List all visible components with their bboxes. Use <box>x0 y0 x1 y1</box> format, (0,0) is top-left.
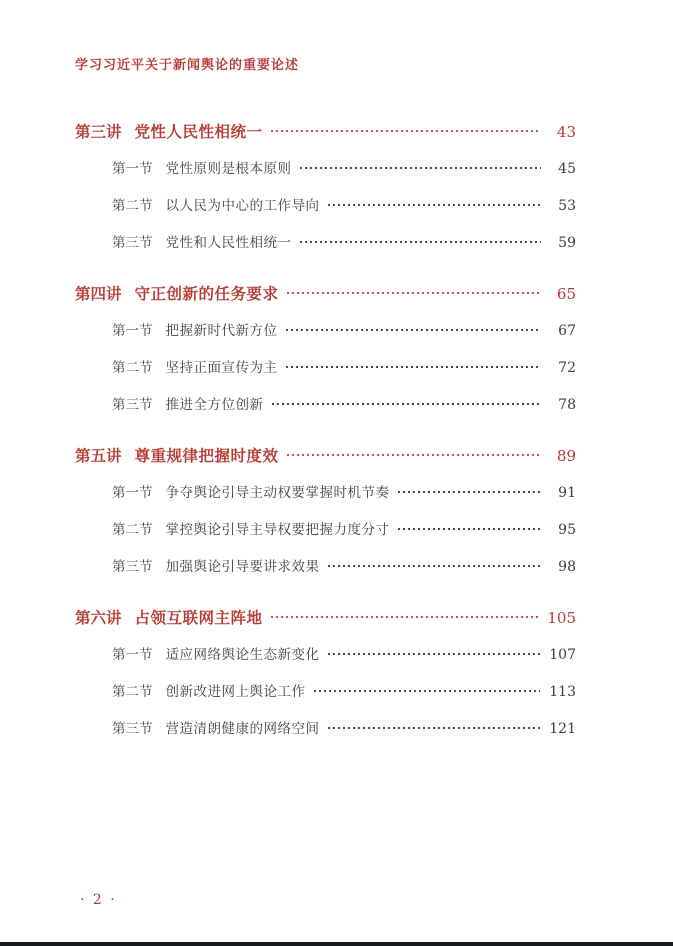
toc-entry-label: 第三节 <box>112 559 153 575</box>
dot-leader <box>328 727 541 729</box>
toc-entry-page: 78 <box>558 397 576 413</box>
toc-entry-title: 守正创新的任务要求 <box>134 284 279 303</box>
toc-entry-page: 72 <box>558 360 576 376</box>
dot-leader <box>287 292 541 294</box>
dot-leader <box>272 403 542 405</box>
toc-entry-label: 第一节 <box>112 485 153 501</box>
toc-entry-label: 第四讲 <box>75 284 122 303</box>
dot-leader <box>328 565 542 567</box>
toc-entry-title: 党性人民性相统一 <box>134 122 263 141</box>
toc-section-row <box>75 356 576 374</box>
toc-entry-label: 第一节 <box>112 161 153 177</box>
dot-leader <box>300 167 542 169</box>
toc-entry-page: 113 <box>549 684 576 700</box>
toc-entry-title: 尊重规律把握时度效 <box>134 446 279 465</box>
toc-entry-page: 89 <box>556 447 576 465</box>
dot-leader <box>287 454 541 456</box>
toc-entry-page: 91 <box>558 485 576 501</box>
toc-chapter-row <box>75 444 576 465</box>
dot-leader <box>398 491 542 493</box>
toc-entry-page: 67 <box>558 323 576 339</box>
toc-entry-label: 第一节 <box>112 323 153 339</box>
toc-entry-page: 65 <box>556 285 576 303</box>
toc-entry-page: 121 <box>549 721 576 737</box>
dot-leader <box>286 366 542 368</box>
toc-entry-label: 第三节 <box>112 397 153 413</box>
toc-entry-label: 第二节 <box>112 360 153 376</box>
toc-entry-title: 掌控舆论引导主导权要把握力度分寸 <box>165 522 390 538</box>
toc-entry-page: 43 <box>556 123 576 141</box>
toc-section-row <box>75 717 576 735</box>
toc-chapter-block <box>75 282 576 411</box>
toc-section-row <box>75 680 576 698</box>
toc-entry-title: 把握新时代新方位 <box>165 323 278 339</box>
toc-entry-title: 以人民为中心的工作导向 <box>165 198 320 214</box>
table-of-contents <box>75 120 576 768</box>
toc-entry-label: 第三节 <box>112 721 153 737</box>
toc-entry-title: 争夺舆论引导主动权要掌握时机节奏 <box>165 485 390 501</box>
dot-leader <box>328 204 542 206</box>
toc-chapter-block <box>75 606 576 735</box>
toc-entry-title: 适应网络舆论生态新变化 <box>165 647 320 663</box>
toc-entry-label: 第二节 <box>112 198 153 214</box>
toc-entry-title: 加强舆论引导要讲求效果 <box>165 559 320 575</box>
toc-chapter-row <box>75 606 576 627</box>
toc-entry-title: 营造清朗健康的网络空间 <box>165 721 320 737</box>
toc-entry-page: 98 <box>558 559 576 575</box>
toc-entry-label: 第三节 <box>112 235 153 251</box>
toc-entry-title: 党性原则是根本原则 <box>165 161 292 177</box>
toc-chapter-row <box>75 120 576 141</box>
toc-entry-page: 95 <box>558 522 576 538</box>
toc-entry-page: 53 <box>558 198 576 214</box>
toc-entry-label: 第五讲 <box>75 446 122 465</box>
toc-section-row <box>75 231 576 249</box>
toc-entry-page: 59 <box>558 235 576 251</box>
dot-leader <box>271 616 539 618</box>
toc-entry-title: 坚持正面宣传为主 <box>165 360 278 376</box>
dot-leader <box>314 690 541 692</box>
dot-leader <box>398 528 542 530</box>
toc-entry-title: 党性和人民性相统一 <box>165 235 292 251</box>
running-header: 学习习近平关于新闻舆论的重要论述 <box>75 58 300 73</box>
toc-entry-title: 占领互联网主阵地 <box>134 608 263 627</box>
toc-entry-label: 第二节 <box>112 522 153 538</box>
toc-section-row <box>75 643 576 661</box>
dot-leader <box>286 329 542 331</box>
toc-section-row <box>75 518 576 536</box>
footer-page-number: · 2 · <box>80 892 117 908</box>
toc-chapter-block <box>75 120 576 249</box>
toc-entry-label: 第六讲 <box>75 608 122 627</box>
toc-section-row <box>75 157 576 175</box>
toc-section-row <box>75 393 576 411</box>
dot-leader <box>271 130 541 132</box>
toc-entry-label: 第二节 <box>112 684 153 700</box>
dot-leader <box>300 241 542 243</box>
dot-leader <box>328 653 541 655</box>
toc-entry-page: 45 <box>558 161 576 177</box>
toc-section-row <box>75 555 576 573</box>
toc-section-row <box>75 481 576 499</box>
toc-section-row <box>75 194 576 212</box>
toc-entry-page: 105 <box>547 609 576 627</box>
toc-entry-label: 第一节 <box>112 647 153 663</box>
toc-entry-title: 创新改进网上舆论工作 <box>165 684 306 700</box>
toc-entry-page: 107 <box>549 647 576 663</box>
toc-entry-title: 推进全方位创新 <box>165 397 264 413</box>
toc-chapter-row <box>75 282 576 303</box>
toc-chapter-block <box>75 444 576 573</box>
toc-entry-label: 第三讲 <box>75 122 122 141</box>
page-bottom-scan-edge <box>0 942 673 946</box>
toc-section-row <box>75 319 576 337</box>
